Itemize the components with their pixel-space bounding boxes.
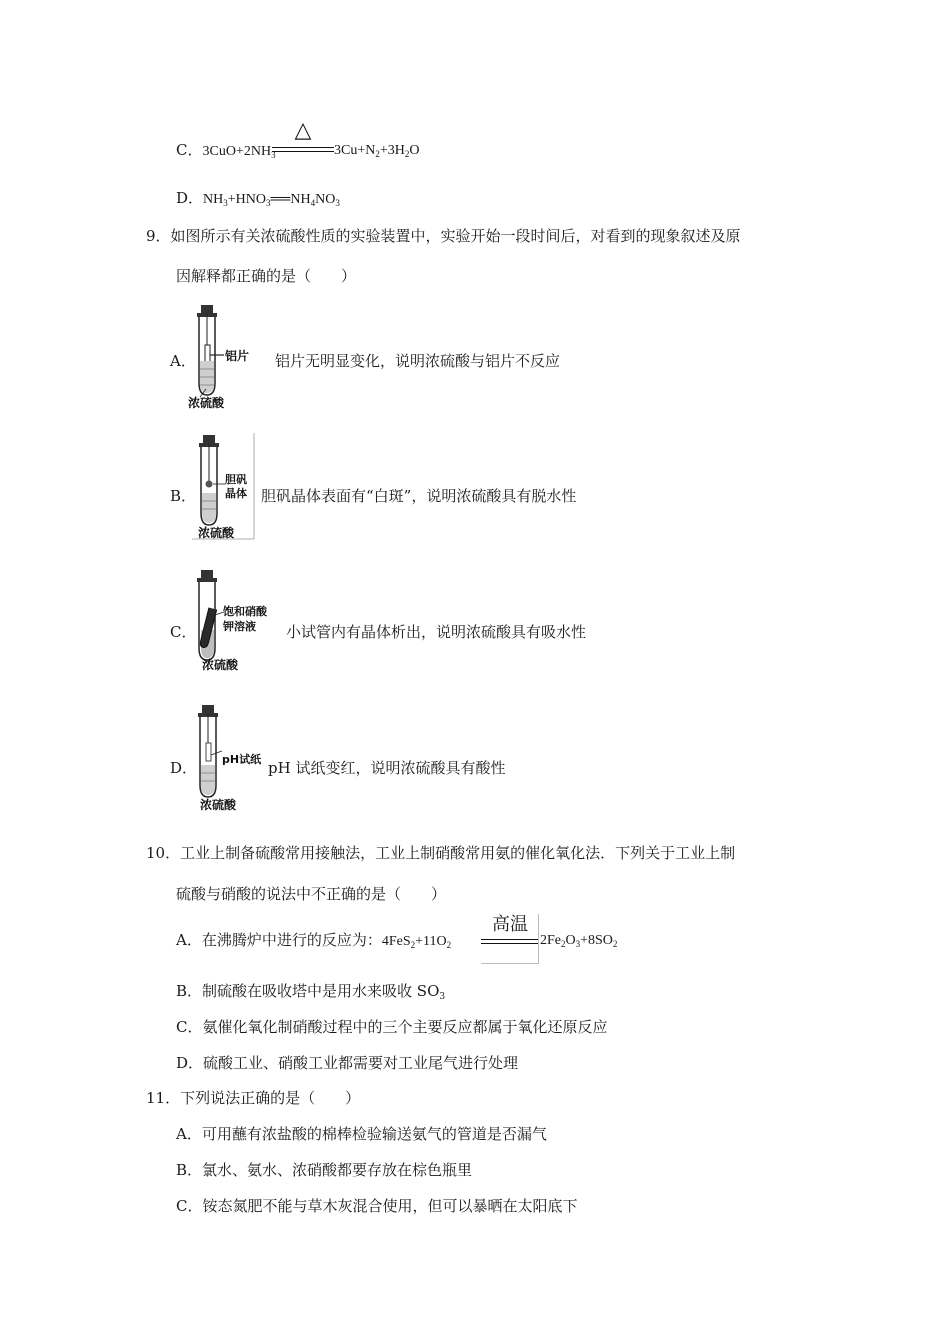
equation-right: $2Fe_2O_3+8SO_2$: [540, 933, 618, 949]
question-number: 11．: [146, 1089, 181, 1107]
option-letter: C．: [176, 141, 203, 159]
question-number: 10．: [146, 844, 181, 862]
figure-label: 铝片: [225, 349, 250, 363]
condition-box-border: [537, 914, 539, 964]
equals-bar: [272, 147, 334, 152]
option-letter: A．: [176, 1125, 202, 1143]
condition-box-border: [481, 962, 539, 964]
q9-option-a-text: 铝片无明显变化，说明浓硫酸与铝片不反应: [275, 352, 561, 370]
question-number: 9．: [146, 227, 171, 245]
q11-option-a: A．可用蘸有浓盐酸的棉棒检验输送氨气的管道是否漏气: [176, 1125, 547, 1143]
q11-option-c: C．铵态氮肥不能与草木灰混合使用，但可以暴晒在太阳底下: [176, 1197, 578, 1215]
equals-bar: [481, 939, 539, 944]
option-letter: C．: [176, 1018, 203, 1036]
equation-left: $3CuO+2NH_3$: [202, 144, 276, 160]
equation-right: $3Cu+N_2+3H_2O$: [334, 143, 420, 159]
q9-option-c-letter: C．: [170, 623, 197, 641]
equation: $NH_3+HNO_3══NH_4NO_3$: [203, 192, 340, 208]
option-letter: C．: [176, 1197, 203, 1215]
q9-stem-line2: 因解释都正确的是（ ）: [176, 267, 357, 285]
option-letter: D．: [176, 189, 204, 207]
figure-label: pH试纸: [222, 753, 262, 766]
option-letter: A．: [176, 931, 202, 949]
figure-bottom-label: 浓硫酸: [188, 396, 225, 410]
figure-label-line2: 晶体: [225, 487, 247, 500]
q10-option-a: A．在沸腾炉中进行的反应为：$4FeS_2+11O_2$: [176, 931, 452, 950]
q10-stem-line2: 硫酸与硝酸的说法中不正确的是（ ）: [176, 885, 447, 903]
figure-bottom-label: 浓硫酸: [198, 526, 235, 540]
option-letter: D．: [176, 1054, 204, 1072]
q9-option-c-text: 小试管内有晶体析出，说明浓硫酸具有吸水性: [286, 623, 587, 641]
test-tube-aluminum-figure: [186, 303, 266, 411]
figure-label-line1: 胆矾: [225, 473, 247, 486]
figure-label-line1: 饱和硝酸: [223, 605, 267, 618]
option-letter: B．: [176, 1161, 203, 1179]
q9-stem-line1: 9．如图所示有关浓硫酸性质的实验装置中，实验开始一段时间后，对看到的现象叙述及原: [146, 227, 741, 245]
q9-option-a-letter: A．: [170, 352, 196, 370]
q9-option-d-letter: D．: [170, 759, 198, 777]
q8-option-d: [176, 188, 340, 210]
option-letter: B．: [176, 982, 203, 1000]
figure-bottom-label: 浓硫酸: [200, 798, 237, 812]
test-tube-saturated-kno3-figure: [192, 568, 284, 674]
q10-stem-line1: 10．工业上制备硫酸常用接触法，工业上制硝酸常用氨的催化氧化法．下列关于工业上制: [146, 844, 736, 862]
q11-stem: 11．下列说法正确的是（ ）: [146, 1089, 361, 1107]
q9-option-b-letter: B．: [170, 487, 197, 505]
q9-option-b-text: 胆矾晶体表面有“白斑”，说明浓硫酸具有脱水性: [261, 487, 577, 505]
q11-option-b: B．氯水、氨水、浓硝酸都要存放在棕色瓶里: [176, 1161, 473, 1179]
figure-bottom-label: 浓硫酸: [202, 658, 239, 672]
q10-option-c: C．氨催化氧化制硝酸过程中的三个主要反应都属于氧化还原反应: [176, 1018, 608, 1036]
figure-label-line2: 钾溶液: [223, 620, 256, 633]
test-tube-ph-paper-figure: [192, 703, 270, 813]
heat-triangle-icon: △: [294, 118, 312, 143]
q8-option-c: [176, 140, 276, 162]
q10-option-d: D．硫酸工业、硝酸工业都需要对工业尾气进行处理: [176, 1054, 519, 1072]
high-temperature-label: 高温: [492, 914, 528, 935]
q9-option-d-text: pH 试纸变红，说明浓硫酸具有酸性: [268, 759, 506, 777]
reaction-condition-heat: [272, 120, 334, 156]
test-tube-blue-vitriol-figure: [192, 433, 256, 541]
q10-option-b: B．制硫酸在吸收塔中是用水来吸收 $SO_3$: [176, 982, 446, 1002]
equation-left: $4FeS_2+11O_2$: [381, 934, 452, 950]
reaction-condition-high-temp: [481, 914, 539, 964]
